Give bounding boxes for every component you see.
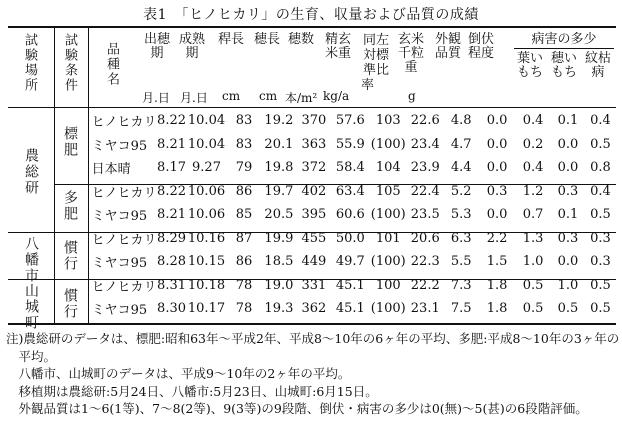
header-leaf-blast bbox=[516, 52, 544, 80]
value-cell: 87 bbox=[235, 230, 253, 246]
value-cell: 58.4 bbox=[335, 160, 365, 176]
value-cell: 8.30 bbox=[157, 301, 186, 317]
header-brown-rice-text: 精玄米重 bbox=[324, 32, 351, 61]
unit-grain-weight: g bbox=[408, 89, 416, 103]
value-cell: 20.6 bbox=[410, 230, 440, 246]
value-cell: 5.3 bbox=[450, 207, 472, 223]
value-cell: 455 bbox=[301, 230, 327, 246]
value-cell: 5.5 bbox=[450, 254, 472, 270]
row-spacer bbox=[8, 250, 88, 274]
value-cell: 0.3 bbox=[590, 254, 611, 270]
value-cell: 1.5 bbox=[486, 254, 508, 270]
variety-cell: ミヤコ95 bbox=[91, 209, 148, 225]
value-cell: 0.2 bbox=[522, 136, 544, 152]
value-cell: 101 bbox=[375, 230, 401, 246]
value-cell: 10.04 bbox=[187, 113, 226, 129]
value-cell: 105 bbox=[375, 183, 401, 199]
value-cell: 10.18 bbox=[187, 277, 226, 293]
unit-brown-rice: kg/a bbox=[323, 89, 350, 103]
value-cell: 1.0 bbox=[522, 254, 544, 270]
header-ratio-line4: 率 bbox=[361, 78, 375, 93]
row-spacer bbox=[8, 203, 88, 227]
value-cell: 19.0 bbox=[264, 277, 294, 293]
value-cell: 19.3 bbox=[264, 301, 294, 317]
value-cell: 0.3 bbox=[486, 183, 508, 199]
value-cell: 9.27 bbox=[192, 160, 221, 176]
header-lodging bbox=[467, 33, 495, 61]
value-cell: 402 bbox=[301, 183, 327, 199]
header-variety: 品種名 bbox=[104, 42, 119, 87]
row-spacer bbox=[8, 156, 88, 180]
value-cell: 10.16 bbox=[187, 230, 226, 246]
value-cell: 8.22 bbox=[157, 183, 186, 199]
condition-label-kanko-2: 慣行 bbox=[62, 288, 78, 320]
value-cell: 86 bbox=[235, 183, 253, 199]
table-row bbox=[8, 133, 616, 157]
value-cell: 20.1 bbox=[264, 136, 294, 152]
value-cell: 0.1 bbox=[557, 113, 579, 129]
value-cell: (100) bbox=[370, 301, 406, 317]
header-appearance-text: 外観品質 bbox=[434, 32, 461, 61]
value-cell: 7.5 bbox=[450, 301, 472, 317]
header-ratio-line3: 準比 bbox=[362, 63, 389, 78]
value-cell: 0.5 bbox=[590, 277, 611, 293]
row-spacer bbox=[8, 133, 88, 157]
value-cell: (100) bbox=[370, 136, 406, 152]
value-cell: 8.17 bbox=[157, 160, 186, 176]
value-cell: 49.7 bbox=[335, 254, 365, 270]
value-cell: 86 bbox=[235, 254, 253, 270]
table-row bbox=[8, 297, 616, 321]
value-cell: (100) bbox=[370, 254, 406, 270]
value-cell: 100 bbox=[375, 277, 401, 293]
table-row bbox=[8, 250, 616, 274]
header-panicle-len: 穂長 bbox=[253, 32, 280, 47]
value-cell: (100) bbox=[370, 207, 406, 223]
value-cell: 85 bbox=[235, 207, 253, 223]
value-cell: 8.22 bbox=[157, 113, 186, 129]
value-cell: 45.1 bbox=[335, 301, 365, 317]
value-cell: 10.17 bbox=[187, 301, 226, 317]
header-heading-text: 出穂期 bbox=[143, 32, 170, 61]
row-spacer bbox=[8, 109, 88, 133]
value-cell: 79 bbox=[235, 160, 253, 176]
note-line: 外観品質は1〜6(1等)、7〜8(2等)、9(3等)の9段階、倒伏・病害の多少は0(無)〜5(甚)の6段階評価。 bbox=[6, 401, 588, 416]
value-cell: 0.0 bbox=[486, 113, 508, 129]
value-cell: 0.0 bbox=[486, 136, 508, 152]
value-cell: 0.3 bbox=[557, 183, 579, 199]
value-cell: 0.0 bbox=[486, 207, 508, 223]
header-maturity bbox=[178, 33, 206, 61]
value-cell: 22.4 bbox=[410, 183, 440, 199]
value-cell: 4.7 bbox=[450, 136, 472, 152]
value-cell: 1.0 bbox=[557, 277, 579, 293]
header-location: 試験場所 bbox=[22, 33, 37, 93]
value-cell: 0.5 bbox=[557, 301, 579, 317]
header-leaf-blast-text: 葉いもち bbox=[516, 51, 543, 80]
value-cell: 0.5 bbox=[590, 136, 611, 152]
note-line: 八幡市、山城町のデータは、平成9〜10年の2ヶ年の平均。 bbox=[6, 366, 351, 381]
value-cell: 0.5 bbox=[522, 277, 544, 293]
value-cell: 50.0 bbox=[335, 230, 365, 246]
location-label-yawata: 八幡市 bbox=[23, 236, 39, 284]
condition-label-tahi: 多肥 bbox=[62, 190, 78, 222]
value-cell: 0.5 bbox=[590, 301, 611, 317]
value-cell: 60.6 bbox=[335, 207, 365, 223]
value-cell: 8.21 bbox=[157, 136, 186, 152]
value-cell: 104 bbox=[375, 160, 401, 176]
unit-panicle-num: 本/m² bbox=[285, 91, 318, 105]
value-cell: 0.4 bbox=[590, 183, 611, 199]
header-maturity-text: 成熟期 bbox=[178, 32, 205, 61]
header-sheath-blight-text: 紋枯病 bbox=[584, 51, 611, 80]
variety-cell: ヒノヒカリ bbox=[91, 279, 157, 295]
value-cell: 4.4 bbox=[450, 160, 472, 176]
value-cell: 1.3 bbox=[522, 230, 544, 246]
value-cell: 0.0 bbox=[557, 254, 579, 270]
value-cell: 0.5 bbox=[522, 301, 544, 317]
header-brown-rice bbox=[324, 33, 352, 61]
value-cell: 57.6 bbox=[335, 113, 365, 129]
value-cell: 19.9 bbox=[264, 230, 294, 246]
variety-cell: ヒノヒカリ bbox=[91, 115, 157, 131]
value-cell: 45.1 bbox=[335, 277, 365, 293]
value-cell: 8.21 bbox=[157, 207, 186, 223]
header-appearance bbox=[434, 33, 462, 61]
header-sheath-blight bbox=[584, 52, 612, 80]
header-grain-weight-text: 玄米千粒重 bbox=[397, 32, 424, 75]
value-cell: 6.3 bbox=[450, 230, 472, 246]
condition-label-kanko-1: 慣行 bbox=[62, 240, 78, 272]
value-cell: 331 bbox=[301, 277, 327, 293]
table-row bbox=[8, 109, 616, 133]
value-cell: 362 bbox=[301, 301, 327, 317]
value-cell: 2.2 bbox=[486, 230, 508, 246]
unit-heading: 月.日 bbox=[142, 91, 170, 105]
disease-group-rule bbox=[514, 48, 614, 49]
value-cell: 5.2 bbox=[450, 183, 472, 199]
value-cell: 0.4 bbox=[522, 160, 544, 176]
value-cell: 0.5 bbox=[590, 207, 611, 223]
table-row bbox=[8, 203, 616, 227]
location-label-yamashiro: 山城町 bbox=[23, 283, 39, 331]
value-cell: 20.5 bbox=[264, 207, 294, 223]
value-cell: 372 bbox=[301, 160, 327, 176]
value-cell: 18.5 bbox=[264, 254, 294, 270]
value-cell: 23.5 bbox=[410, 207, 440, 223]
value-cell: 363 bbox=[301, 136, 327, 152]
value-cell: 7.3 bbox=[450, 277, 472, 293]
value-cell: 0.0 bbox=[486, 160, 508, 176]
value-cell: 22.3 bbox=[410, 254, 440, 270]
value-cell: 83 bbox=[235, 113, 253, 129]
header-heading bbox=[143, 33, 171, 61]
header-condition: 試験条件 bbox=[62, 33, 77, 93]
header-grain-weight bbox=[396, 33, 426, 75]
table-row bbox=[8, 274, 616, 298]
bottom-rule bbox=[8, 323, 616, 325]
note-line: 注)農総研のデータは、標肥:昭和63年〜平成2年、平成8〜10年の6ヶ年の平均、多肥:平成8〜10年の3ヶ年の bbox=[6, 331, 620, 346]
value-cell: 83 bbox=[235, 136, 253, 152]
value-cell: 10.06 bbox=[187, 207, 226, 223]
value-cell: 0.4 bbox=[590, 113, 611, 129]
location-label-nosoken: 農総研 bbox=[23, 148, 39, 196]
value-cell: 449 bbox=[301, 254, 327, 270]
top-rule bbox=[8, 26, 616, 28]
value-cell: 8.29 bbox=[157, 230, 186, 246]
header-ratio-line1: 同左 bbox=[362, 33, 389, 48]
value-cell: 19.2 bbox=[264, 113, 294, 129]
value-cell: 0.4 bbox=[522, 113, 544, 129]
row-spacer bbox=[8, 227, 88, 251]
value-cell: 1.8 bbox=[486, 301, 508, 317]
note-line: 移植期は農総研:5月24日、八幡市:5月23日、山城町:6月15日。 bbox=[6, 383, 378, 399]
value-cell: 23.9 bbox=[410, 160, 440, 176]
table-notes bbox=[6, 330, 620, 418]
value-cell: 78 bbox=[235, 301, 253, 317]
value-cell: 55.9 bbox=[335, 136, 365, 152]
variety-cell: 日本晴 bbox=[91, 162, 131, 178]
row-spacer bbox=[8, 180, 88, 204]
header-ratio-line2: 対標 bbox=[362, 48, 389, 63]
value-cell: 0.0 bbox=[557, 136, 579, 152]
variety-cell: ミヤコ95 bbox=[91, 303, 148, 319]
value-cell: 1.2 bbox=[522, 183, 544, 199]
table-row bbox=[8, 156, 616, 180]
value-cell: 19.8 bbox=[264, 160, 294, 176]
value-cell: 0.7 bbox=[522, 207, 544, 223]
value-cell: 23.4 bbox=[410, 136, 440, 152]
table-row bbox=[8, 180, 616, 204]
header-disease-group: 病害の多少 bbox=[531, 32, 597, 47]
header-neck-blast bbox=[550, 52, 578, 80]
value-cell: 370 bbox=[301, 113, 327, 129]
value-cell: 8.31 bbox=[157, 277, 186, 293]
value-cell: 22.6 bbox=[410, 113, 440, 129]
value-cell: 10.06 bbox=[187, 183, 226, 199]
value-cell: 103 bbox=[375, 113, 401, 129]
variety-cell: ヒノヒカリ bbox=[91, 185, 157, 201]
value-cell: 0.3 bbox=[590, 230, 611, 246]
condition-label-hyohi: 標肥 bbox=[62, 126, 78, 158]
value-cell: 23.1 bbox=[410, 301, 440, 317]
header-lodging-text: 倒伏程度 bbox=[467, 32, 494, 61]
value-cell: 22.2 bbox=[410, 277, 440, 293]
variety-cell: ミヤコ95 bbox=[91, 138, 148, 154]
table-row bbox=[8, 227, 616, 251]
value-cell: 10.15 bbox=[187, 254, 226, 270]
unit-panicle-len: cm bbox=[259, 89, 278, 103]
value-cell: 78 bbox=[235, 277, 253, 293]
header-culm: 稈長 bbox=[217, 32, 244, 47]
value-cell: 8.28 bbox=[157, 254, 186, 270]
value-cell: 63.4 bbox=[335, 183, 365, 199]
header-bottom-rule bbox=[8, 107, 616, 108]
row-spacer bbox=[8, 274, 88, 298]
note-line: 平均。 bbox=[6, 348, 57, 364]
variety-cell: ミヤコ95 bbox=[91, 256, 148, 272]
variety-cell: ヒノヒカリ bbox=[91, 232, 157, 248]
value-cell: 395 bbox=[301, 207, 327, 223]
value-cell: 4.8 bbox=[450, 113, 472, 129]
data-table bbox=[8, 109, 616, 321]
header-neck-blast-text: 穂いもち bbox=[550, 51, 577, 80]
value-cell: 19.7 bbox=[264, 183, 294, 199]
value-cell: 1.8 bbox=[486, 277, 508, 293]
unit-culm: cm bbox=[222, 89, 241, 103]
table-title: 表1 「ヒノヒカリ」の生育、収量および品質の成績 bbox=[143, 7, 479, 23]
value-cell: 0.1 bbox=[557, 207, 579, 223]
value-cell: 0.3 bbox=[557, 230, 579, 246]
header-panicle-num: 穂数 bbox=[287, 32, 314, 47]
row-spacer bbox=[8, 297, 88, 321]
value-cell: 0.0 bbox=[557, 160, 579, 176]
value-cell: 0.8 bbox=[590, 160, 611, 176]
value-cell: 10.04 bbox=[187, 136, 226, 152]
header-ratio bbox=[361, 33, 391, 93]
unit-maturity: 月.日 bbox=[180, 91, 208, 105]
